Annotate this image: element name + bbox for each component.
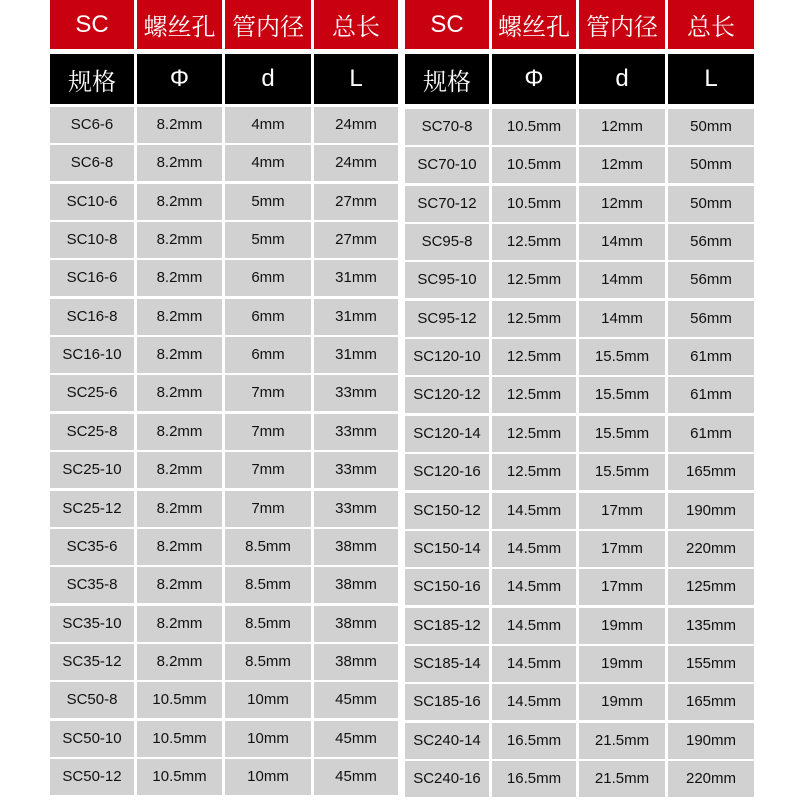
cell-tube-inner-diameter: 15.5mm bbox=[579, 339, 665, 375]
cell-screw-hole: 8.2mm bbox=[137, 567, 222, 603]
cell-tube-inner-diameter: 6mm bbox=[225, 337, 311, 373]
cell-model: SC185-12 bbox=[405, 608, 489, 644]
table-row bbox=[50, 299, 398, 335]
table-row bbox=[50, 567, 398, 603]
cell-total-length: 50mm bbox=[668, 109, 754, 145]
table-row bbox=[405, 608, 754, 644]
cell-tube-inner-diameter: 10mm bbox=[225, 721, 311, 757]
cell-screw-hole: 8.2mm bbox=[137, 414, 222, 450]
cell-tube-inner-diameter: 5mm bbox=[225, 222, 311, 258]
cell-model: SC120-12 bbox=[405, 377, 489, 413]
cell-screw-hole: 8.2mm bbox=[137, 260, 222, 296]
cell-tube-inner-diameter: 10mm bbox=[225, 759, 311, 795]
cell-total-length: 190mm bbox=[668, 493, 754, 529]
table-row bbox=[405, 377, 754, 413]
cell-model: SC95-10 bbox=[405, 262, 489, 298]
header-symbol-total-length: L bbox=[314, 54, 398, 104]
cell-model: SC25-10 bbox=[50, 452, 134, 488]
cell-screw-hole: 10.5mm bbox=[137, 759, 222, 795]
cell-total-length: 38mm bbox=[314, 606, 398, 642]
header-screw-hole: 螺丝孔 bbox=[492, 0, 576, 49]
cell-screw-hole: 10.5mm bbox=[492, 186, 576, 222]
cell-model: SC35-12 bbox=[50, 644, 134, 680]
cell-total-length: 24mm bbox=[314, 107, 398, 143]
cell-screw-hole: 8.2mm bbox=[137, 529, 222, 565]
table-row bbox=[50, 414, 398, 450]
table-row bbox=[405, 569, 754, 605]
table-row bbox=[50, 759, 398, 795]
cell-model: SC95-8 bbox=[405, 224, 489, 260]
cell-tube-inner-diameter: 15.5mm bbox=[579, 377, 665, 413]
cell-total-length: 33mm bbox=[314, 375, 398, 411]
cell-tube-inner-diameter: 15.5mm bbox=[579, 454, 665, 490]
cell-tube-inner-diameter: 10mm bbox=[225, 682, 311, 718]
cell-total-length: 220mm bbox=[668, 761, 754, 797]
cell-tube-inner-diameter: 6mm bbox=[225, 260, 311, 296]
cell-model: SC185-14 bbox=[405, 646, 489, 682]
table-row bbox=[50, 107, 398, 143]
cell-model: SC25-8 bbox=[50, 414, 134, 450]
cell-screw-hole: 12.5mm bbox=[492, 377, 576, 413]
cell-screw-hole: 14.5mm bbox=[492, 569, 576, 605]
cell-tube-inner-diameter: 15.5mm bbox=[579, 416, 665, 452]
cell-total-length: 27mm bbox=[314, 184, 398, 220]
cell-model: SC240-16 bbox=[405, 761, 489, 797]
cell-total-length: 33mm bbox=[314, 452, 398, 488]
header-row-symbols bbox=[405, 54, 754, 104]
table-row bbox=[405, 224, 754, 260]
cell-screw-hole: 10.5mm bbox=[492, 147, 576, 183]
cell-total-length: 165mm bbox=[668, 684, 754, 720]
cell-screw-hole: 14.5mm bbox=[492, 493, 576, 529]
cell-model: SC150-14 bbox=[405, 531, 489, 567]
table-row bbox=[405, 646, 754, 682]
cell-model: SC6-8 bbox=[50, 145, 134, 181]
cell-tube-inner-diameter: 21.5mm bbox=[579, 723, 665, 759]
header-model: SC bbox=[50, 0, 134, 49]
left-table bbox=[50, 0, 398, 800]
cell-screw-hole: 10.5mm bbox=[492, 109, 576, 145]
cell-total-length: 45mm bbox=[314, 721, 398, 757]
cell-total-length: 50mm bbox=[668, 147, 754, 183]
cell-screw-hole: 8.2mm bbox=[137, 299, 222, 335]
cell-tube-inner-diameter: 8.5mm bbox=[225, 567, 311, 603]
cell-model: SC10-8 bbox=[50, 222, 134, 258]
cell-tube-inner-diameter: 17mm bbox=[579, 531, 665, 567]
cell-model: SC25-12 bbox=[50, 491, 134, 527]
header-total-length: 总长 bbox=[314, 0, 398, 49]
cell-total-length: 220mm bbox=[668, 531, 754, 567]
cell-tube-inner-diameter: 14mm bbox=[579, 262, 665, 298]
table-row bbox=[405, 684, 754, 720]
cell-tube-inner-diameter: 8.5mm bbox=[225, 644, 311, 680]
cell-model: SC6-6 bbox=[50, 107, 134, 143]
cell-screw-hole: 10.5mm bbox=[137, 682, 222, 718]
cell-tube-inner-diameter: 14mm bbox=[579, 224, 665, 260]
table-row bbox=[50, 682, 398, 718]
cell-screw-hole: 14.5mm bbox=[492, 531, 576, 567]
cell-tube-inner-diameter: 8.5mm bbox=[225, 529, 311, 565]
header-row-names bbox=[50, 0, 398, 49]
table-row bbox=[405, 416, 754, 452]
cell-screw-hole: 14.5mm bbox=[492, 608, 576, 644]
table-row bbox=[405, 761, 754, 797]
table-row bbox=[50, 491, 398, 527]
cell-tube-inner-diameter: 7mm bbox=[225, 491, 311, 527]
cell-screw-hole: 8.2mm bbox=[137, 222, 222, 258]
cell-total-length: 190mm bbox=[668, 723, 754, 759]
cell-total-length: 31mm bbox=[314, 299, 398, 335]
table-row bbox=[405, 493, 754, 529]
table-row bbox=[405, 147, 754, 183]
cell-model: SC70-12 bbox=[405, 186, 489, 222]
cell-total-length: 45mm bbox=[314, 759, 398, 795]
cell-model: SC16-6 bbox=[50, 260, 134, 296]
header-row-names bbox=[405, 0, 754, 49]
cell-total-length: 27mm bbox=[314, 222, 398, 258]
cell-tube-inner-diameter: 4mm bbox=[225, 145, 311, 181]
cell-model: SC150-16 bbox=[405, 569, 489, 605]
cell-model: SC95-12 bbox=[405, 301, 489, 337]
table-row bbox=[405, 531, 754, 567]
table-row bbox=[50, 721, 398, 757]
cell-model: SC10-6 bbox=[50, 184, 134, 220]
cell-screw-hole: 8.2mm bbox=[137, 606, 222, 642]
cell-tube-inner-diameter: 4mm bbox=[225, 107, 311, 143]
right-table bbox=[405, 0, 754, 800]
cell-model: SC35-10 bbox=[50, 606, 134, 642]
table-row bbox=[50, 184, 398, 220]
table-row bbox=[50, 529, 398, 565]
cell-screw-hole: 8.2mm bbox=[137, 491, 222, 527]
cell-tube-inner-diameter: 6mm bbox=[225, 299, 311, 335]
header-model: SC bbox=[405, 0, 489, 49]
cell-model: SC50-8 bbox=[50, 682, 134, 718]
cell-model: SC70-10 bbox=[405, 147, 489, 183]
table-row bbox=[50, 644, 398, 680]
cell-tube-inner-diameter: 5mm bbox=[225, 184, 311, 220]
cell-model: SC120-10 bbox=[405, 339, 489, 375]
header-row-symbols bbox=[50, 54, 398, 104]
header-symbol-screw-hole: Φ bbox=[137, 54, 222, 104]
cell-screw-hole: 12.5mm bbox=[492, 339, 576, 375]
table-row bbox=[405, 109, 754, 145]
header-tube-inner-diameter: 管内径 bbox=[579, 0, 665, 49]
header-symbol-tube-inner-diameter: d bbox=[579, 54, 665, 104]
cell-total-length: 31mm bbox=[314, 260, 398, 296]
cell-tube-inner-diameter: 7mm bbox=[225, 452, 311, 488]
header-total-length: 总长 bbox=[668, 0, 754, 49]
cell-screw-hole: 12.5mm bbox=[492, 262, 576, 298]
cell-total-length: 56mm bbox=[668, 301, 754, 337]
header-symbol-tube-inner-diameter: d bbox=[225, 54, 311, 104]
table-row bbox=[50, 145, 398, 181]
cell-tube-inner-diameter: 19mm bbox=[579, 646, 665, 682]
cell-tube-inner-diameter: 17mm bbox=[579, 569, 665, 605]
cell-total-length: 61mm bbox=[668, 339, 754, 375]
cell-tube-inner-diameter: 19mm bbox=[579, 608, 665, 644]
table-row bbox=[50, 452, 398, 488]
table-row bbox=[405, 339, 754, 375]
cell-total-length: 24mm bbox=[314, 145, 398, 181]
cell-total-length: 33mm bbox=[314, 491, 398, 527]
cell-model: SC35-8 bbox=[50, 567, 134, 603]
table-row bbox=[405, 262, 754, 298]
table-row bbox=[405, 301, 754, 337]
cell-screw-hole: 16.5mm bbox=[492, 761, 576, 797]
cell-model: SC120-16 bbox=[405, 454, 489, 490]
header-screw-hole: 螺丝孔 bbox=[137, 0, 222, 49]
cell-total-length: 45mm bbox=[314, 682, 398, 718]
table-row bbox=[50, 260, 398, 296]
cell-model: SC16-10 bbox=[50, 337, 134, 373]
table-row bbox=[50, 222, 398, 258]
cell-model: SC240-14 bbox=[405, 723, 489, 759]
cell-screw-hole: 14.5mm bbox=[492, 684, 576, 720]
cell-total-length: 61mm bbox=[668, 377, 754, 413]
cell-total-length: 38mm bbox=[314, 529, 398, 565]
cell-model: SC25-6 bbox=[50, 375, 134, 411]
table-row bbox=[50, 375, 398, 411]
cell-screw-hole: 8.2mm bbox=[137, 337, 222, 373]
cell-model: SC120-14 bbox=[405, 416, 489, 452]
cell-screw-hole: 10.5mm bbox=[137, 721, 222, 757]
cell-model: SC35-6 bbox=[50, 529, 134, 565]
table-row bbox=[405, 186, 754, 222]
header-symbol-model: 规格 bbox=[405, 54, 489, 104]
cell-total-length: 61mm bbox=[668, 416, 754, 452]
cell-screw-hole: 8.2mm bbox=[137, 375, 222, 411]
table-row bbox=[50, 606, 398, 642]
cell-total-length: 38mm bbox=[314, 644, 398, 680]
cell-model: SC185-16 bbox=[405, 684, 489, 720]
cell-tube-inner-diameter: 19mm bbox=[579, 684, 665, 720]
cell-screw-hole: 8.2mm bbox=[137, 145, 222, 181]
cell-total-length: 165mm bbox=[668, 454, 754, 490]
cell-screw-hole: 12.5mm bbox=[492, 301, 576, 337]
cell-tube-inner-diameter: 12mm bbox=[579, 147, 665, 183]
cell-screw-hole: 14.5mm bbox=[492, 646, 576, 682]
cell-total-length: 56mm bbox=[668, 224, 754, 260]
cell-total-length: 31mm bbox=[314, 337, 398, 373]
cell-model: SC16-8 bbox=[50, 299, 134, 335]
cell-screw-hole: 12.5mm bbox=[492, 416, 576, 452]
cell-screw-hole: 16.5mm bbox=[492, 723, 576, 759]
header-symbol-total-length: L bbox=[668, 54, 754, 104]
cell-total-length: 125mm bbox=[668, 569, 754, 605]
table-row bbox=[50, 337, 398, 373]
table-row bbox=[405, 454, 754, 490]
header-symbol-screw-hole: Φ bbox=[492, 54, 576, 104]
header-tube-inner-diameter: 管内径 bbox=[225, 0, 311, 49]
cell-total-length: 56mm bbox=[668, 262, 754, 298]
cell-model: SC150-12 bbox=[405, 493, 489, 529]
cell-tube-inner-diameter: 8.5mm bbox=[225, 606, 311, 642]
cell-tube-inner-diameter: 12mm bbox=[579, 109, 665, 145]
cell-tube-inner-diameter: 12mm bbox=[579, 186, 665, 222]
cell-tube-inner-diameter: 7mm bbox=[225, 414, 311, 450]
cell-tube-inner-diameter: 14mm bbox=[579, 301, 665, 337]
cell-total-length: 33mm bbox=[314, 414, 398, 450]
cell-model: SC50-10 bbox=[50, 721, 134, 757]
cell-screw-hole: 8.2mm bbox=[137, 107, 222, 143]
header-symbol-model: 规格 bbox=[50, 54, 134, 104]
cell-model: SC70-8 bbox=[405, 109, 489, 145]
cell-model: SC50-12 bbox=[50, 759, 134, 795]
cell-screw-hole: 12.5mm bbox=[492, 224, 576, 260]
cell-total-length: 155mm bbox=[668, 646, 754, 682]
cell-tube-inner-diameter: 21.5mm bbox=[579, 761, 665, 797]
cell-total-length: 38mm bbox=[314, 567, 398, 603]
cell-total-length: 50mm bbox=[668, 186, 754, 222]
table-row bbox=[405, 723, 754, 759]
cell-screw-hole: 12.5mm bbox=[492, 454, 576, 490]
cell-screw-hole: 8.2mm bbox=[137, 644, 222, 680]
cell-screw-hole: 8.2mm bbox=[137, 184, 222, 220]
cell-tube-inner-diameter: 17mm bbox=[579, 493, 665, 529]
cell-total-length: 135mm bbox=[668, 608, 754, 644]
cell-tube-inner-diameter: 7mm bbox=[225, 375, 311, 411]
cell-screw-hole: 8.2mm bbox=[137, 452, 222, 488]
